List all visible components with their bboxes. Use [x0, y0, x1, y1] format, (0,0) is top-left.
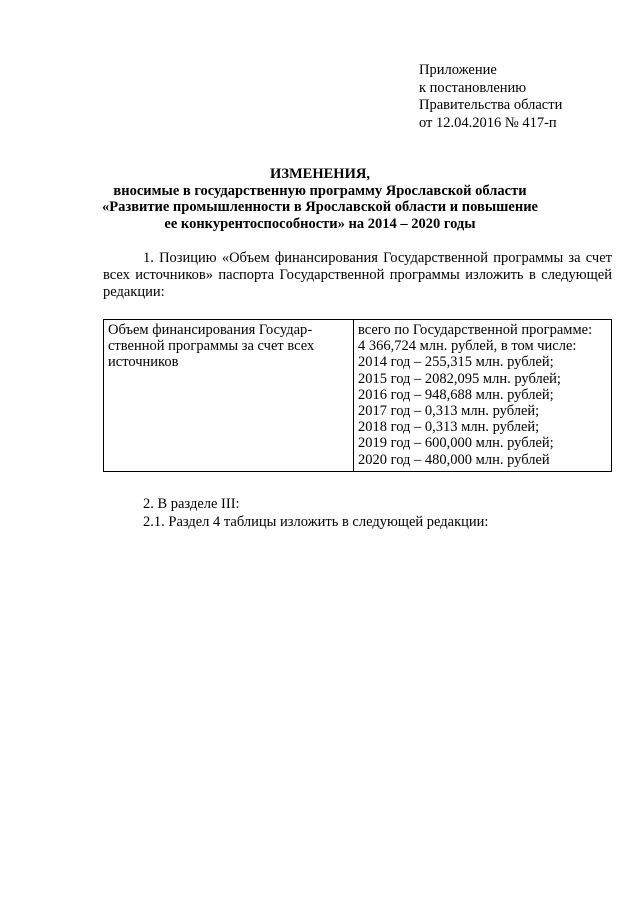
heading-line-3: «Развитие промышленности в Ярославской области и повышение	[102, 199, 538, 216]
approval-line-4: от 12.04.2016 № 417-п	[419, 114, 557, 131]
approval-line-2: к постановлению	[419, 79, 527, 96]
approval-block	[419, 62, 562, 132]
financing-table	[103, 319, 612, 472]
section-2-1-text: 2.1. Раздел 4 таблицы изложить в следующей редакции:	[143, 514, 489, 530]
approval-line-1: Приложение	[419, 62, 497, 78]
paragraph-1: 1. Позицию «Объем финансирования Государственной программы за счет всех источников» паспорта Государственной программы изложить в следующей редакции:	[103, 250, 612, 300]
table-row	[104, 320, 612, 472]
financing-line: 4 366,724 млн. рублей, в том числе:	[358, 338, 577, 355]
financing-line: 2017 год – 0,313 млн. рублей;	[358, 403, 540, 420]
financing-values-cell	[354, 320, 612, 472]
document-heading	[0, 166, 640, 232]
heading-line-4: ее конкурентоспособности» на 2014 – 2020 годы	[164, 215, 476, 232]
financing-line: 2020 год – 480,000 млн. рублей	[358, 451, 550, 468]
financing-line: 2016 год – 948,688 млн. рублей;	[358, 386, 554, 403]
financing-label-cell: Объем финансирования Государственной программы за счет всех источников	[104, 320, 354, 472]
financing-line: всего по Государственной программе:	[358, 322, 593, 338]
approval-line-3: Правительства области	[419, 97, 563, 114]
financing-line: 2015 год – 2082,095 млн. рублей;	[358, 370, 561, 387]
financing-line: 2019 год – 600,000 млн. рублей;	[358, 435, 554, 452]
financing-line: 2018 год – 0,313 млн. рублей;	[358, 419, 540, 436]
financing-line: 2014 год – 255,315 млн. рублей;	[358, 354, 554, 371]
section-2-heading: 2. В разделе III:	[143, 496, 240, 512]
heading-title: ИЗМЕНЕНИЯ,	[270, 166, 370, 182]
heading-line-2: вносимые в государственную программу Ярославской области	[113, 182, 527, 199]
